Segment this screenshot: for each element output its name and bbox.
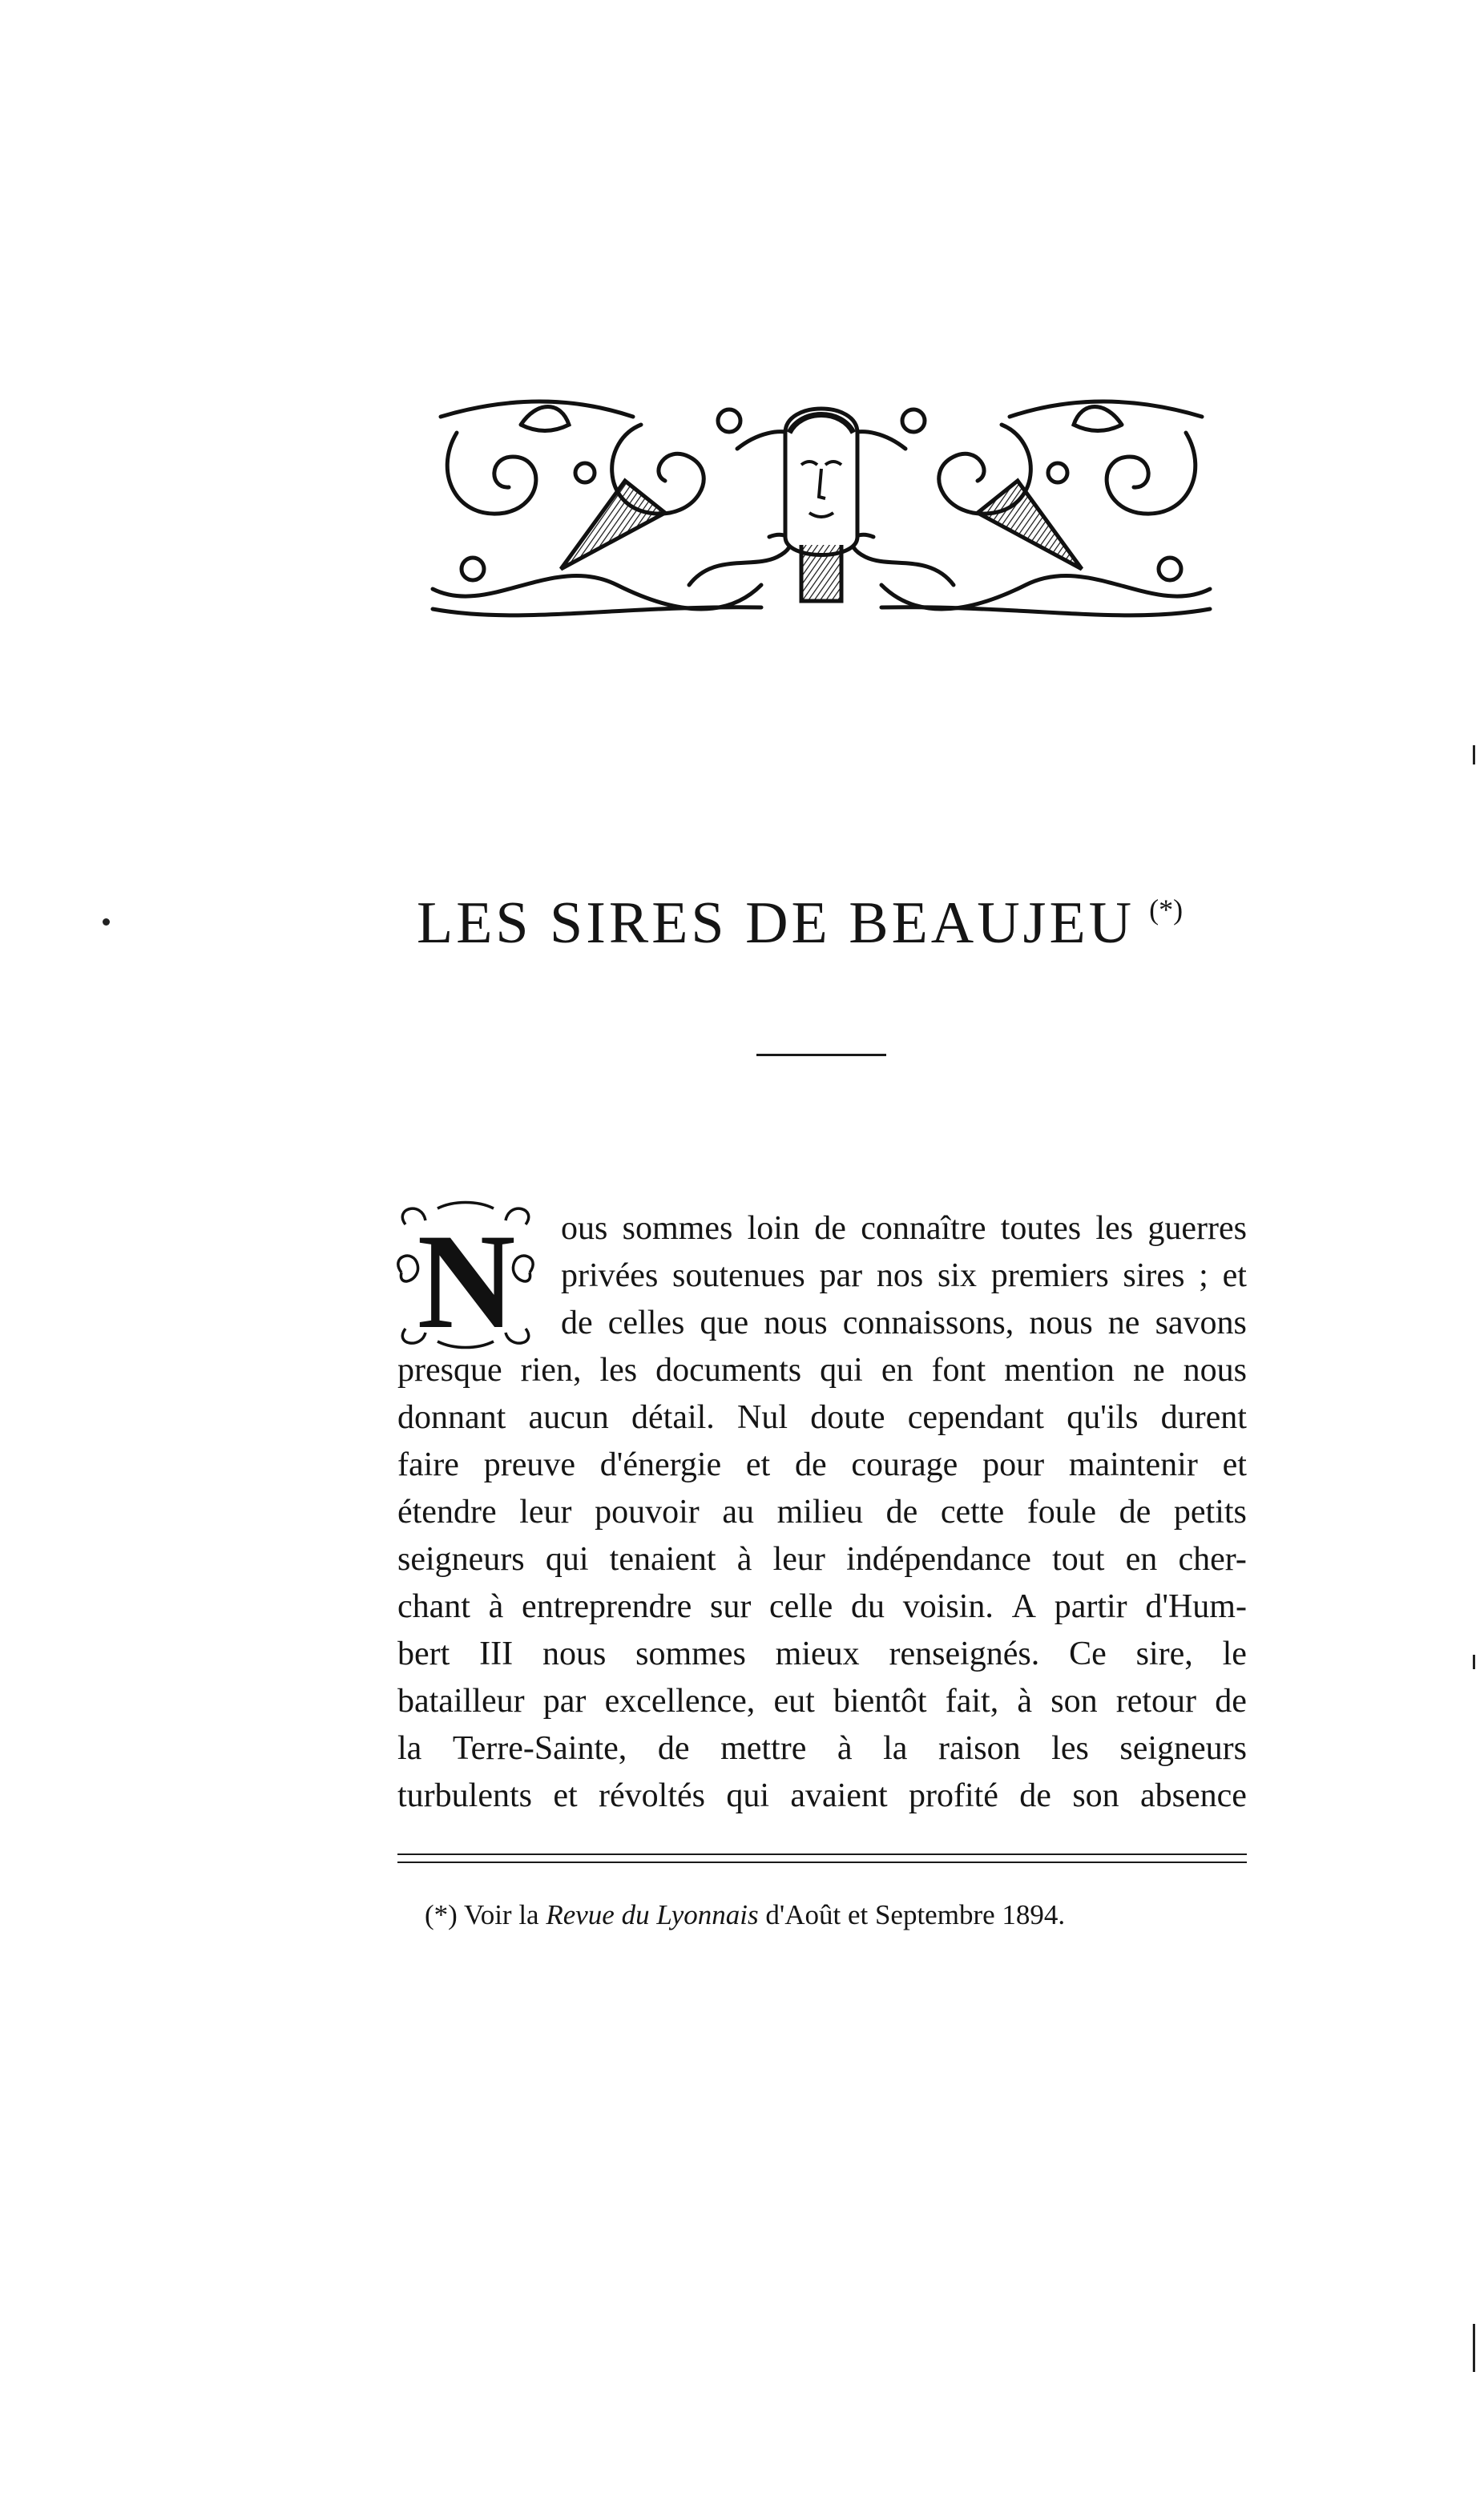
- title-divider: [756, 1054, 886, 1056]
- body-word: et: [1222, 1257, 1247, 1294]
- body-word: étendre: [397, 1494, 497, 1531]
- body-word: qui: [545, 1541, 589, 1578]
- body-word: révoltés: [599, 1777, 705, 1814]
- body-word: de: [814, 1210, 846, 1247]
- body-word: Ce: [1069, 1636, 1107, 1672]
- body-word: à: [1017, 1683, 1033, 1720]
- body-word: loin: [747, 1210, 800, 1247]
- body-word: nous: [542, 1636, 607, 1672]
- body-line: [397, 1684, 1247, 1718]
- body-word: et: [745, 1446, 771, 1483]
- body-word: en: [881, 1352, 913, 1389]
- body-word: sommes: [635, 1636, 746, 1672]
- body-word: presque: [397, 1352, 502, 1389]
- body-word: sires: [1123, 1257, 1185, 1294]
- body-word: nos: [876, 1257, 924, 1294]
- body-word: aucun: [528, 1399, 609, 1436]
- body-word: milieu: [776, 1494, 863, 1531]
- body-word: à: [837, 1730, 853, 1767]
- body-word: raison: [938, 1730, 1021, 1767]
- body-line: [397, 1590, 1247, 1624]
- body-word: renseignés.: [889, 1636, 1040, 1672]
- body-line: [397, 1353, 1247, 1387]
- body-word: les: [1095, 1210, 1134, 1247]
- body-word: avaient: [790, 1777, 888, 1814]
- body-word: batailleur: [397, 1683, 525, 1720]
- body-line: [561, 1259, 1247, 1293]
- body-word: nous: [1029, 1305, 1093, 1341]
- body-line: [397, 1637, 1247, 1671]
- body-word: savons: [1155, 1305, 1247, 1341]
- body-word: guerres: [1147, 1210, 1247, 1247]
- body-word: connaître: [861, 1210, 986, 1247]
- body-word: absence: [1140, 1777, 1247, 1814]
- body-word: seigneurs: [1119, 1730, 1247, 1767]
- body-word: courage: [851, 1446, 958, 1483]
- body-word: ne: [1132, 1352, 1165, 1389]
- body-word: premiers: [990, 1257, 1109, 1294]
- title-text: LES SIRES DE BEAUJEU: [417, 890, 1135, 956]
- body-word: tenaient: [609, 1541, 716, 1578]
- body-word: mieux: [775, 1636, 860, 1672]
- body-word: que: [700, 1305, 749, 1341]
- body-word: celles: [607, 1305, 685, 1341]
- scan-speck: [1473, 745, 1475, 764]
- body-word: privées: [561, 1257, 659, 1294]
- body-word: profité: [908, 1777, 998, 1814]
- body-word: de: [1215, 1683, 1247, 1720]
- body-word: entreprendre: [522, 1588, 692, 1625]
- body-word: de: [885, 1494, 918, 1531]
- body-word: nous: [764, 1305, 828, 1341]
- body-word: cette: [940, 1494, 1005, 1531]
- body-word: son: [1050, 1683, 1098, 1720]
- body-word: cependant: [907, 1399, 1044, 1436]
- ornamental-headpiece: [425, 385, 1218, 625]
- body-word: celle: [769, 1588, 833, 1625]
- body-word: les: [599, 1352, 638, 1389]
- body-word: pour: [982, 1446, 1045, 1483]
- body-word: chant: [397, 1588, 470, 1625]
- footnote-rule-second: [397, 1862, 1247, 1863]
- body-word: doute: [810, 1399, 885, 1436]
- body-word: de: [1019, 1777, 1051, 1814]
- body-word: la: [883, 1730, 908, 1767]
- body-word: eut: [773, 1683, 815, 1720]
- body-word: mention: [1004, 1352, 1115, 1389]
- page-title: [417, 889, 1218, 958]
- body-word: preuve: [483, 1446, 575, 1483]
- footnote-marker: (*): [425, 1899, 458, 1930]
- body-word: son: [1072, 1777, 1119, 1814]
- body-word: à: [736, 1541, 752, 1578]
- body-line: [397, 1401, 1247, 1434]
- body-word: excellence,: [604, 1683, 756, 1720]
- body-word: soutenues: [672, 1257, 805, 1294]
- body-word: fait,: [945, 1683, 999, 1720]
- body-word: par: [819, 1257, 863, 1294]
- body-word: qu'ils: [1067, 1399, 1139, 1436]
- scan-speck: [1473, 1655, 1475, 1669]
- body-word: tout: [1052, 1541, 1105, 1578]
- body-word: ne: [1107, 1305, 1140, 1341]
- body-word: pouvoir: [595, 1494, 700, 1531]
- footnote-text-after: d'Août et Septembre 1894.: [765, 1899, 1066, 1930]
- body-word: la: [397, 1730, 422, 1767]
- body-word: petits: [1173, 1494, 1247, 1531]
- body-word: nous: [1183, 1352, 1247, 1389]
- body-word: ous: [561, 1210, 608, 1247]
- body-word: mettre: [720, 1730, 807, 1767]
- title-footnote-marker: (*): [1149, 893, 1184, 926]
- body-word: III: [479, 1636, 514, 1672]
- body-word: seigneurs: [397, 1541, 525, 1578]
- body-word: qui: [726, 1777, 769, 1814]
- body-word: le: [1222, 1636, 1247, 1672]
- body-word: retour: [1115, 1683, 1197, 1720]
- body-word: de: [657, 1730, 690, 1767]
- body-line: [561, 1212, 1247, 1245]
- body-word: bientôt: [833, 1683, 927, 1720]
- body-word: ;: [1199, 1257, 1208, 1294]
- footnote-text-before: Voir la: [463, 1899, 539, 1930]
- body-line: [397, 1732, 1247, 1765]
- body-word: qui: [820, 1352, 863, 1389]
- body-word: rien,: [520, 1352, 582, 1389]
- body-word: six: [937, 1257, 977, 1294]
- body-word: cher-: [1178, 1541, 1247, 1578]
- body-word: turbulents: [397, 1777, 532, 1814]
- body-word: toutes: [1000, 1210, 1082, 1247]
- footnote-rule: [397, 1853, 1247, 1855]
- body-word: maintenir: [1068, 1446, 1198, 1483]
- drop-cap-letter: N: [417, 1206, 516, 1349]
- footnote: [425, 1899, 1065, 1931]
- body-word: du: [851, 1588, 885, 1625]
- body-word: A: [1011, 1588, 1036, 1625]
- scan-speck: [1473, 2324, 1475, 2372]
- body-word: faire: [397, 1446, 459, 1483]
- body-line: [397, 1543, 1247, 1576]
- body-word: détail.: [631, 1399, 715, 1436]
- body-word: et: [553, 1777, 578, 1814]
- body-word: d'énergie: [599, 1446, 722, 1483]
- body-word: leur: [772, 1541, 825, 1578]
- body-word: de: [561, 1305, 593, 1341]
- body-word: sire,: [1135, 1636, 1193, 1672]
- body-line: [397, 1779, 1247, 1813]
- body-word: au: [722, 1494, 755, 1531]
- body-word: durent: [1160, 1399, 1247, 1436]
- body-word: bert: [397, 1636, 450, 1672]
- body-word: voisin.: [902, 1588, 994, 1625]
- footnote-journal-title: Revue du Lyonnais: [546, 1899, 759, 1930]
- body-line: [397, 1495, 1247, 1529]
- body-word: de: [1119, 1494, 1151, 1531]
- body-word: donnant: [397, 1399, 506, 1436]
- body-word: documents: [655, 1352, 802, 1389]
- body-word: leur: [519, 1494, 572, 1531]
- body-word: par: [542, 1683, 587, 1720]
- ornamental-drop-cap: [389, 1200, 543, 1349]
- body-line: [561, 1306, 1247, 1340]
- body-word: indépendance: [846, 1541, 1031, 1578]
- body-word: Nul: [737, 1399, 788, 1436]
- body-word: foule: [1026, 1494, 1097, 1531]
- body-word: à: [488, 1588, 504, 1625]
- body-word: les: [1051, 1730, 1089, 1767]
- body-word: Terre-Sainte,: [452, 1730, 627, 1767]
- body-word: partir: [1054, 1588, 1127, 1625]
- body-line: [397, 1448, 1247, 1482]
- body-word: d'Hum-: [1145, 1588, 1247, 1625]
- body-word: connaissons,: [842, 1305, 1014, 1341]
- body-word: font: [931, 1352, 986, 1389]
- body-word: en: [1125, 1541, 1158, 1578]
- body-word: sommes: [622, 1210, 733, 1247]
- body-word: sur: [709, 1588, 752, 1625]
- scan-speck: [103, 918, 110, 926]
- body-word: et: [1222, 1446, 1247, 1483]
- body-word: de: [794, 1446, 827, 1483]
